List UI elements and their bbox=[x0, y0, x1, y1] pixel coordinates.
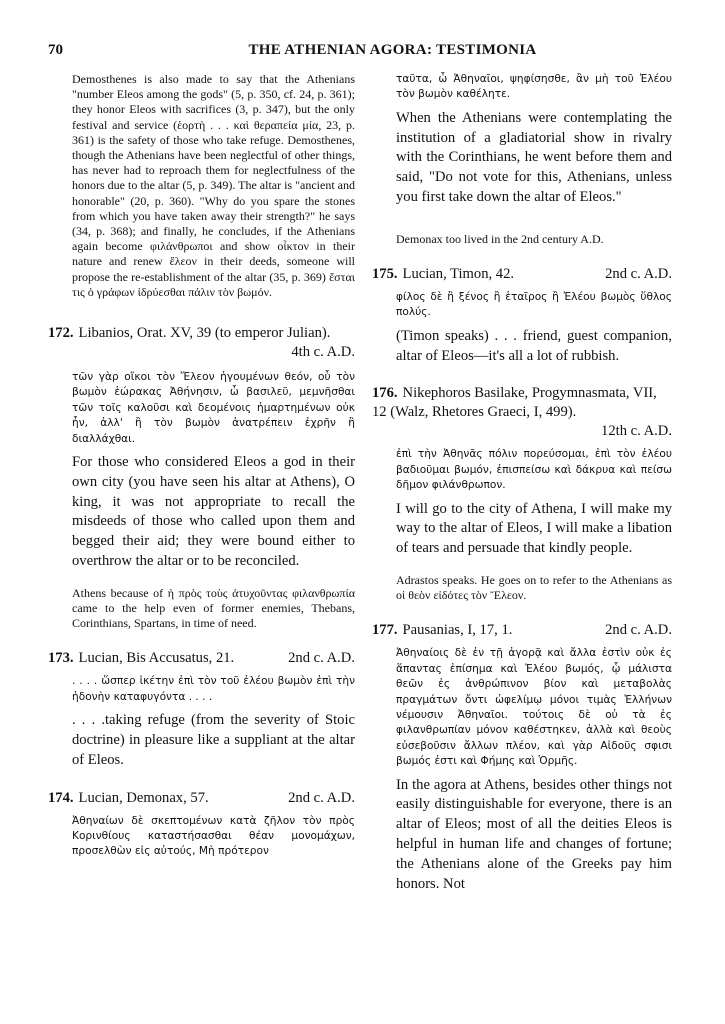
entry-date: 2nd c. A.D. bbox=[288, 650, 355, 667]
entry-header bbox=[372, 265, 672, 284]
entry-174 bbox=[48, 789, 355, 860]
commentary-note: Demonax too lived in the 2nd century A.D. bbox=[396, 231, 604, 246]
greek-text: Ἀθηναίων δὲ σκεπτομένων κατὰ ζῆλον τὸν πρὸς Κορινθίους καταστήσασθαι θέαν μονομάχων, προσελθὼν εἰς αὐτούς, Μὴ πρότερον bbox=[72, 814, 355, 858]
left-column bbox=[48, 72, 355, 860]
entry-header bbox=[48, 324, 355, 343]
translation: I will go to the city of Athena, I will make my way to the altar of Eleos, I will make a libation of tears and persuade that kindly people. bbox=[396, 500, 672, 557]
entry-date: 2nd c. A.D. bbox=[605, 266, 672, 282]
translation: . . . .taking refuge (from the severity of Stoic doctrine) in pleasure like a suppliant at the altar of Eleos. bbox=[72, 712, 355, 768]
intro-paragraph: Demosthenes is also made to say that the Athenians "number Eleos among the gods" (5, p. 350, cf. 24, p. 361); they honor Eleos with sacrifices (3, p. 347), but the only festival and service (ἑορτὴ . . . καὶ θεραπεία μία, 23, p. 361) is the safety of those who take refuge. Demosthenes, though the Athenians have been neglectful of other things, has never had to reproach them for neglectfulness of the honors due to the altar (5, p. 349). The altar is "ancient and honorable" (20, p. 360). "Why do you spare the stones from which you have taken away their strength?" he says (34, p. 368); and finally, he concludes, if the Athenians again become φιλάνθρωποι and show οἶκτον in their nature and renew ἔλεον in their deeds, someone will propose the re-establishment of the altar (35, p. 369) ἔσται τις ὁ γράφων ἱδρύεσθαι πάλιν τὸν βωμόν. bbox=[72, 72, 355, 299]
translation: When the Athenians were contemplating the institution of a gladiatorial show in rivalry with the Corinthians, he went before them and said, "Do not vote for this, Athenians, unless you first take down the altar of Eleos." bbox=[396, 109, 672, 205]
entry-header bbox=[48, 649, 355, 668]
entry-header bbox=[372, 621, 672, 640]
greek-text: ἐπὶ τὴν Ἀθηνᾶς πόλιν πορεύσομαι, ἐπὶ τὸν ἐλέου βαδιοῦμαι βωμόν, ἐπισπείσω καὶ δάκρυα καὶ πείσω δῆμον φιλάνθρωπον. bbox=[396, 448, 672, 492]
page-number: 70 bbox=[48, 42, 63, 58]
entry-174-continued bbox=[372, 72, 672, 247]
entry-177 bbox=[372, 621, 672, 894]
entry-source: Nikephoros Basilake, Progymnasmata, VII, 12 (Walz, Rhetores Graeci, I, 499). bbox=[372, 385, 657, 421]
entry-175 bbox=[372, 265, 672, 366]
commentary-note: Adrastos speaks. He goes on to refer to the Athenians as οἱ θεὸν εἰδότες τὸν Ἔλεον. bbox=[396, 573, 672, 603]
entry-number: 172. bbox=[48, 325, 74, 342]
right-column bbox=[372, 72, 672, 894]
entry-source: Pausanias, I, 17, 1. bbox=[402, 622, 513, 639]
entry-number: 176. bbox=[372, 385, 398, 402]
greek-text: . . . . ὥσπερ ἱκέτην ἐπὶ τὸν τοῦ ἐλέου βωμὸν ἐπὶ τὴν ἡδονὴν καταφυγόντα . . . . bbox=[72, 675, 355, 703]
page-header bbox=[48, 42, 687, 64]
greek-text: ταῦτα, ὦ Ἀθηναῖοι, ψηφίσησθε, ἂν μὴ τοῦ Ἐλέου τὸν βωμὸν καθέλητε. bbox=[396, 73, 672, 101]
entry-source: Lucian, Demonax, 57. bbox=[78, 789, 209, 806]
greek-text: φίλος δὲ ἢ ξένος ἢ ἑταῖρος ἢ Ἐλέου βωμὸς ὕθλος πολύς. bbox=[396, 291, 672, 319]
commentary-note: Athens because of ἡ πρὸς τοὺς ἀτυχοῦντας φιλανθρωπία came to the help even of former enemies, Thebans, Corinthians, Spartans, in time of need. bbox=[72, 585, 355, 631]
greek-text: τῶν γὰρ οἴκοι τὸν Ἔλεον ἡγουμένων θεόν, οὗ τὸν βωμὸν ἑώρακας Ἀθήνησιν, ὦ βασιλεῦ, μεμνῆσθαι τῶν τοῖς καλοῦσι καὶ δεομένοις ἡμαρτημένων οὐκ ἦν, ἀλλ' ἢ τὸν βωμὸν ἀνατρέπειν ἐχρῆν ἢ διαλλάχθαι. bbox=[72, 371, 355, 445]
entry-date: 4th c. A.D. bbox=[291, 344, 355, 361]
entry-date: 2nd c. A.D. bbox=[605, 622, 672, 639]
entry-header bbox=[372, 384, 672, 422]
entry-date: 12th c. A.D. bbox=[601, 423, 672, 440]
entry-number: 173. bbox=[48, 650, 74, 667]
entry-173 bbox=[48, 649, 355, 770]
running-title: THE ATHENIAN AGORA: TESTIMONIA bbox=[248, 42, 537, 58]
entry-source: Lucian, Timon, 42. bbox=[402, 266, 515, 282]
entry-176 bbox=[372, 384, 672, 603]
translation: For those who considered Eleos a god in their own city (you have seen his altar at Athens), O king, it was not appropriate to recall the misdeeds of those who called upon them and begged their aid; they were bound either to overthrow the altar or to be reconciled. bbox=[72, 454, 355, 570]
entry-source: Lucian, Bis Accusatus, 21. bbox=[78, 650, 235, 667]
entry-172 bbox=[48, 324, 355, 631]
greek-text: Ἀθηναίοις δὲ ἐν τῇ ἀγορᾷ καὶ ἄλλα ἐστὶν οὐκ ἐς ἅπαντας ἐπίσημα καὶ Ἐλέου βωμός, ᾧ μάλιστα θεῶν ἐς ἀνθρώπινον βίον καὶ μεταβολὰς πραγμάτων ὄντι ὠφελίμῳ μόνοι τιμὰς Ἑλλήνων νέμουσιν Ἀθηναῖοι. τούτοις δὲ οὐ τὰ ἐς φιλανθρωπίαν μόνον καθέστηκεν, ἀλλὰ καὶ θεοὺς εὐσεβοῦσιν ἄλλων πλέον, καὶ γὰρ Αἰδοῦς σφισι βωμός ἐστι καὶ Φήμης καὶ Ὁρμῆς. bbox=[396, 647, 672, 768]
entry-number: 174. bbox=[48, 789, 74, 806]
entry-date: 2nd c. A.D. bbox=[288, 789, 355, 806]
entry-source: Libanios, Orat. XV, 39 (to emperor Julian). bbox=[78, 325, 331, 342]
entry-number: 175. bbox=[372, 266, 398, 282]
entry-header bbox=[48, 789, 355, 808]
translation: In the agora at Athens, besides other things not easily distinguishable for everyone, there is an altar of Eleos; most of all the deities Eleos is helpful in human life and changes of fortune; the Athenians alone of the Greeks pay him honors. Not bbox=[396, 776, 672, 892]
translation: (Timon speaks) . . . friend, guest companion, altar of Eleos—it's all a lot of rubbish. bbox=[396, 327, 672, 364]
entry-number: 177. bbox=[372, 622, 398, 639]
